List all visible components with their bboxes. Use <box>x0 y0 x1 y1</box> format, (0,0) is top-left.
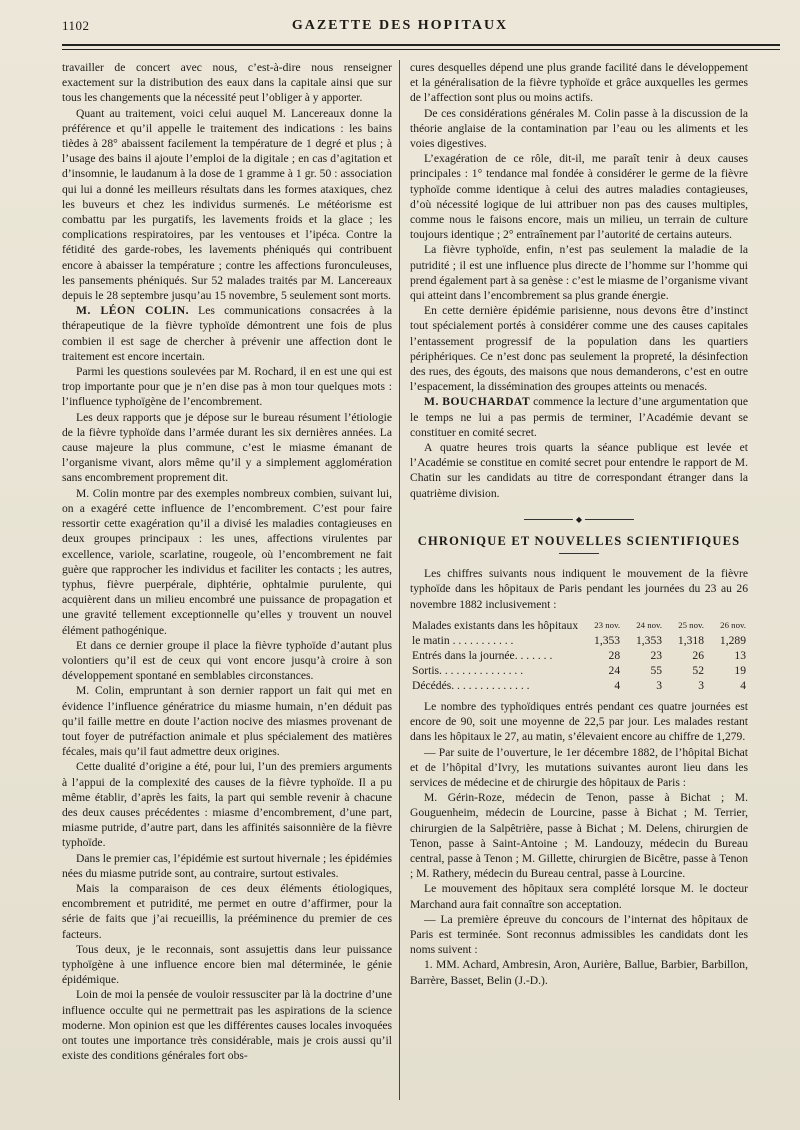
paragraph-text: Cette dualité d’origine a été, pour lui, l’un des premiers arguments à l’appui de la complexité des causes de la fièvre typhoïde. Il a pu même établir, d’après les faits, la part qui semble revenir à chacune des deux causes précédentes : miasme d’encombrement, d’une part, miasme putride, d’autre part, dans les affinités saisonnière de la fièvre typhoïde. <box>62 760 392 850</box>
paragraph <box>62 410 392 486</box>
row-label: Entrés dans la journée. . . . . . . <box>412 648 553 662</box>
paragraph-text: Parmi les questions soulevées par M. Rochard, il en est une qui est trop importante pour que je n’en dise pas à mon tour quelques mots : l’influence typhoïgène de l’encombrement. <box>62 365 392 409</box>
paragraph <box>62 486 392 638</box>
row-label: Décédés. . . . . . . . . . . . . . <box>412 678 530 692</box>
paragraph <box>62 106 392 304</box>
paragraph <box>62 881 392 942</box>
table-cell: 1,353 <box>635 633 663 647</box>
row-label: le matin . . . . . . . . . . . <box>412 633 514 647</box>
table-cell: 26 <box>692 648 705 662</box>
paragraph <box>410 303 748 394</box>
table-cell: 23 <box>650 648 663 662</box>
paragraph-text: Le mouvement des hôpitaux sera complété lorsque M. le docteur Marchand aura fait connaître son acceptation. <box>410 882 748 911</box>
paragraph <box>410 440 748 501</box>
table-cell: 24 <box>608 663 621 677</box>
paragraph-text: Quant au traitement, voici celui auquel M. Lancereaux donne la préférence et qu’il appelle le traitement des indications : les bains tièdes à 28° abaissent facilement la température de 1 degré et plus ; à l’usage des bains il ajoute l’emploi de la digitale ; en cas d’agitation et d’insomnie, le laudanum à la dose de 1 gramme à 1 gr. 50 : association qui lui a donné les meilleurs résultats dans les formes ataxiques, chez les buveurs et chez les individus surmenés. Le météorisme est combattu par les purgatifs, les lavements froids et la glace ; les complications respiratoires, par les ventouses et l’ipéca. Contre la fétidité des garde-robes, les lavements phéniqués qui contribuent encore à abaisser la température ; contre les affections furonculeuses, les pansements phéniqués. Sur 52 malades traités par M. Lancereaux depuis le 28 septembre jusqu’au 15 novembre, 5 seulement sont morts. <box>62 106 392 303</box>
paragraph <box>410 957 748 987</box>
paragraph-text: Les communications consacrées à la thérapeutique de la fièvre typhoïde démontrent une fois de plus combien il est sage de chercher à prévenir une affection dont le traitement est encore incertain. <box>62 304 393 363</box>
table-row <box>410 678 748 693</box>
paragraph <box>410 242 748 303</box>
title-rule <box>559 553 599 554</box>
table-cell: 1,318 <box>677 633 705 647</box>
chronicle-body <box>410 699 748 988</box>
paragraph <box>410 106 748 152</box>
paragraph-text: L’exagération de ce rôle, dit-il, me paraît tenir à deux causes principales : 1° tendance mal fondée à considérer le germe de la fièvre typhoïde comme identique à celui des autres maladies contagieuses, d’où nécessité logique de lui attribuer non pas des causes multiples, comme nous le faisons encore, mais un milieu, un terrain de culture toujours identique ; 2° entraînement par l’autorité de certains auteurs. <box>410 152 748 242</box>
paragraph-text: travailler de concert avec nous, c’est-à-dire nous renseigner exactement sur la distribution des eaux dans la capitale ainsi que sur tous les changements que la nécessité peut l’obliger à y apporter. <box>62 61 392 105</box>
paragraph <box>62 60 392 106</box>
paragraph <box>410 394 748 440</box>
table-column-header: 25 nov. <box>678 619 705 630</box>
paragraph <box>62 942 392 988</box>
paragraph-text: Dans le premier cas, l’épidémie est surtout hivernale ; les épidémies nées du miasme putride sont, au contraire, surtout estivales. <box>62 851 392 880</box>
table-cell: 3 <box>698 678 705 692</box>
paragraph-text: M. Colin, empruntant à son dernier rapport un fait qui met en évidence l’influence génératrice du miasme humain, n’en déduit pas qu’il faille mettre en doute l’action nocive des miasmes provenant de tout foyer de putréfaction animale et plus spécialement des matières fécales, mais qu’il faut admettre deux origines. <box>62 684 392 759</box>
paragraph-text: Et dans ce dernier groupe il place la fièvre typhoïde d’autant plus volontiers qu’il est de ceux qui vont encore jusqu’à croire à son développement spontané en semblables circonstances. <box>62 638 392 683</box>
table-cell: 1,289 <box>719 633 746 647</box>
paragraph-text: — Par suite de l’ouverture, le 1er décembre 1882, de l’hôpital Bichat et de l’hôpital d’Ivry, les mutations suivantes auront lieu dans les services de médecine et de chirurgie des hôpitaux de Paris : <box>410 745 748 789</box>
paragraph-text: — La première épreuve du concours de l’internat des hôpitaux de Paris est terminée. Sont reconnus admissibles les candidats dont les noms suivent : <box>410 912 748 957</box>
table-cell: 3 <box>656 678 663 692</box>
table-row <box>410 663 748 678</box>
table-cell: 55 <box>650 663 663 677</box>
column-divider <box>399 60 400 1100</box>
paragraph <box>62 364 392 410</box>
paragraph-text: Loin de moi la pensée de vouloir ressusciter par là la doctrine d’une influence occulte qui ne permettrait pas les aspirations de la science moderne. Mon opinion est que les différentes causes locales invoquées ont toutes une importance très considérable, mais je crois aussi qu’il existe des conditions générales fort obs- <box>62 988 392 1063</box>
table-row <box>410 633 748 648</box>
typhoid-statistics-table <box>410 618 748 693</box>
paragraph <box>410 790 748 881</box>
table-cell: 1,353 <box>594 633 621 647</box>
paragraph-text: Mais la comparaison de ces deux éléments étiologiques, encombrement et putridité, me permet en outre d’affirmer, pour la série de faits que j’ai recueillis, la prééminence du premier de ces facteurs. <box>62 881 392 941</box>
paragraph <box>62 683 392 759</box>
table-row <box>410 648 748 663</box>
table-column-header: 26 nov. <box>720 619 746 630</box>
paragraph <box>410 912 748 958</box>
right-column <box>410 60 748 988</box>
paragraph-text: M. Colin montre par des exemples nombreux combien, suivant lui, on a exagéré cette influence de l’encombrement. C’est pour faire ressortir cette exagération qu’il a divisé les maladies contagieuses en deux groupes principaux : les unes, affections virulentes par excellence, variole, scarlatine, rougeole, où l’encombrement ne fait guère que rapprocher les individus et faciliter les contacts ; les autres, typhus, fièvre puerpérale, diphtérie, ophtalmie purulente, qui acquièrent dans un milieu encombré une puissance de propagation et une gravité tellement exceptionnelle qu’elles y trouvent un nouvel élément pathogénique. <box>62 486 392 637</box>
paragraph <box>62 851 392 881</box>
table-column-header: 23 nov. <box>594 619 621 630</box>
table-cell: 28 <box>608 648 621 662</box>
table-column-header: 24 nov. <box>636 619 663 630</box>
chronicle-intro: Les chiffres suivants nous indiquent le mouvement de la fièvre typhoïde dans les hôpitaux de Paris pendant les journées du 23 au 26 novembre 1882 inclusivement : <box>410 567 748 611</box>
table-cell: 52 <box>692 663 705 677</box>
paragraph <box>410 151 748 242</box>
paragraph <box>410 699 748 745</box>
paragraph-text: De ces considérations générales M. Colin passe à la discussion de la théorie anglaise de la contamination par l’eau ou les aliments et les voies digestives. <box>410 106 748 151</box>
paragraph-text: La fièvre typhoïde, enfin, n’est pas seulement la maladie de la putridité ; il est une influence plus directe de l’homme sur l’homme qui prend également part à sa genèse : c’est le miasme de l’organisme vivant qui atteint dans l’encombrement sa plus grande énergie. <box>410 243 748 303</box>
table-cell: 13 <box>734 648 746 662</box>
paragraph <box>62 638 392 684</box>
page-number: 1102 <box>62 18 90 33</box>
paragraph <box>62 303 392 364</box>
paragraph-text: En cette dernière épidémie parisienne, nous devons être d’instinct tout spécialement portés à considérer comme une des causes capitales l’entassement progressif de la population dans les quartiers périphériques. Ce n’est donc pas seulement la propreté, la désinfection des rues, des égouts, des maisons que nous demanderons, c’est en outre l’espacement, la dissémination des groupes atteints ou menacés. <box>410 304 748 394</box>
paragraph-text: Tous deux, je le reconnais, sont assujettis dans leur puissance typhoïgène à une influence encore bien mal déterminée, le génie épidémique. <box>62 942 392 987</box>
paragraph-text: Le nombre des typhoïdiques entrés pendant ces quatre journées est encore de 90, soit une moyenne de 22,5 par jour. Les malades restant dans les hôpitaux le 27, au matin, s’élevaient encore au chiffre de 1,279. <box>410 699 748 744</box>
paragraph <box>62 759 392 850</box>
paragraph-text: A quatre heures trois quarts la séance publique est levée et l’Académie se constitue en comité secret pour entendre le rapport de M. Chatin sur les candidats au titre de correspondant étranger dans la quatrième division. <box>410 441 748 500</box>
section-title: CHRONIQUE ET NOUVELLES SCIENTIFIQUES <box>417 533 741 548</box>
left-column <box>62 60 392 1063</box>
right-column-text <box>410 60 748 501</box>
table-label-header: Malades existants dans les hôpitaux <box>412 618 579 632</box>
table-cell: 4 <box>614 678 621 692</box>
paragraph-text: commence la lecture d’une argumentation que le temps ne lui a pas permis de terminer, l’Académie devant se constituer en comité secret. <box>410 395 748 439</box>
paragraph-text: cures desquelles dépend une plus grande facilité dans le développement et la généralisation de la fièvre typhoïde et grâce auxquelles les germes de l’affection sont plus ou moins actifs. <box>410 61 748 105</box>
table-cell: 19 <box>734 663 746 677</box>
paragraph <box>410 60 748 106</box>
paragraph-text: 1. MM. Achard, Ambresin, Aron, Aurière, Ballue, Barbier, Barbillon, Barrère, Basset, Belin (J.-D.). <box>410 958 748 987</box>
speaker-name: M. LÉON COLIN. <box>76 304 189 318</box>
paragraph-text: Les deux rapports que je dépose sur le bureau résument l’étiologie de la fièvre typhoïde dans l’armée durant les six dernières années. La cause majeure la plus commune, c’est le miasme émanant de l’organisme vivant, alors même qu’il y a simplement agglomération sans encombrement proprement dit. <box>62 410 392 485</box>
row-label: Sortis. . . . . . . . . . . . . . . <box>412 663 524 677</box>
speaker-name: M. BOUCHARDAT <box>424 395 531 409</box>
paragraph <box>410 745 748 791</box>
running-title: GAZETTE DES HOPITAUX <box>291 18 509 33</box>
header-rule <box>62 44 780 50</box>
table-cell: 4 <box>740 678 746 692</box>
paragraph <box>410 881 748 911</box>
paragraph <box>62 987 392 1063</box>
section-separator <box>524 519 634 520</box>
paragraph-text: M. Gérin-Roze, médecin de Tenon, passe à Bichat ; M. Gouguenheim, médecin de Lourcine, passe à Bichat ; M. Terrier, chirurgien de la Salpêtrière, passe à Bichat ; M. Delens, chirurgien de Tenon, passe à Saint-Antoine ; M. Landouzy, médecin du Bureau central, passe à Tenon ; M. Gillette, chirurgien de Bicêtre, passe à Tenon ; M. Rathery, médecin du Bureau central, passe à Lourcine. <box>410 791 748 881</box>
